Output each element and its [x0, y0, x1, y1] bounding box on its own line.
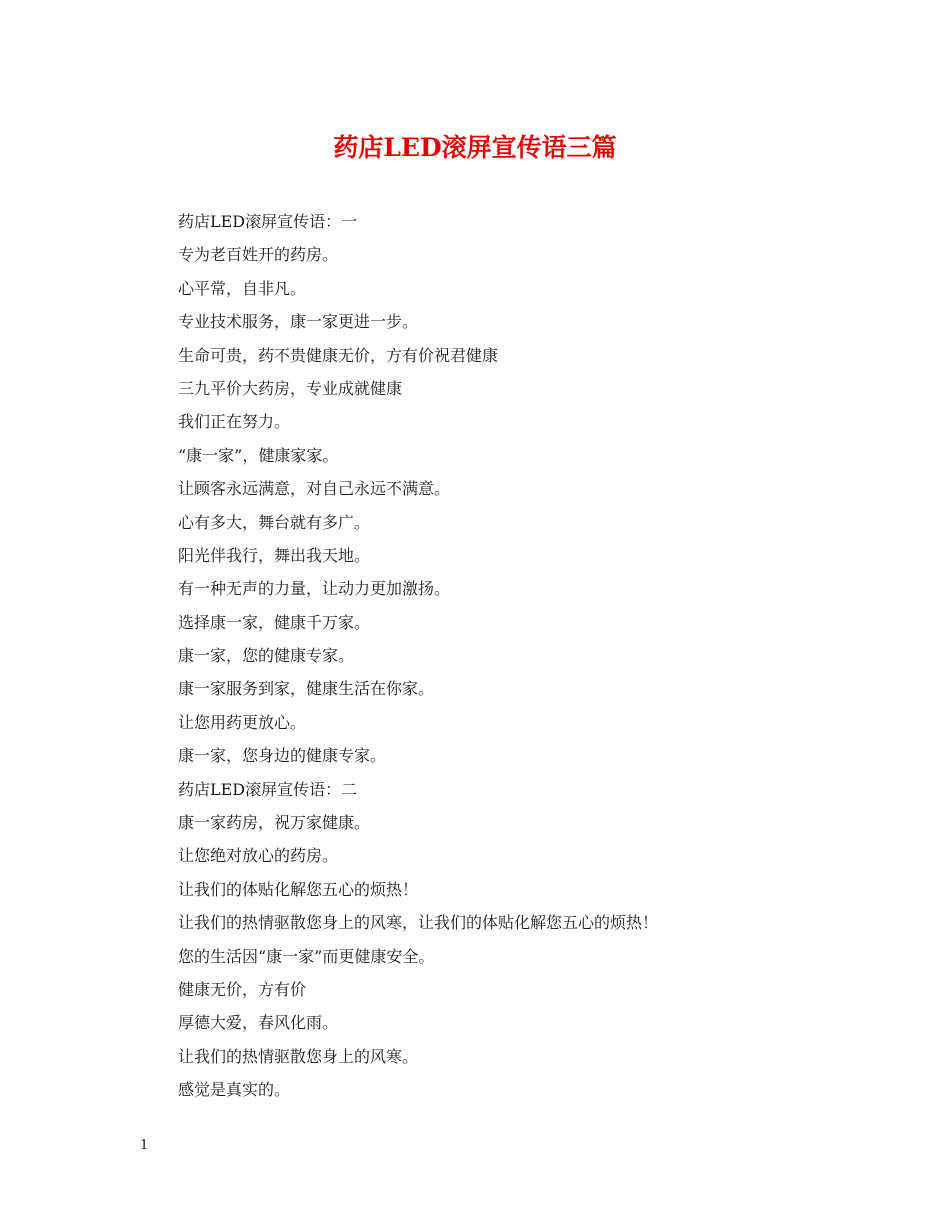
- text-line: 药店LED滚屏宣传语：一: [178, 212, 358, 231]
- text-line: “康一家”，健康家家。: [178, 445, 339, 465]
- text-line: 康一家，您的健康专家。: [178, 646, 355, 666]
- text-line: 您的生活因“康一家”而更健康安全。: [178, 946, 435, 966]
- document-title: 药店LED滚屏宣传语三篇: [333, 133, 617, 162]
- page-number: 1: [140, 1138, 149, 1153]
- text-line: 让您绝对放心的药房。: [178, 846, 339, 866]
- text-line: 三九平价大药房，专业成就健康: [178, 378, 403, 398]
- text-line: 药店LED滚屏宣传语：二: [178, 779, 358, 799]
- text-line: 心平常，自非凡。: [178, 278, 307, 298]
- text-line: 健康无价，方有价: [178, 979, 307, 999]
- text-line: 让顾客永远满意，对自己永远不满意。: [178, 479, 451, 499]
- text-line: 让我们的热情驱散您身上的风寒。: [178, 1046, 419, 1066]
- document-body: [178, 205, 898, 1107]
- text-line: 专为老百姓开的药房。: [178, 245, 339, 265]
- text-line: 有一种无声的力量，让动力更加激扬。: [178, 579, 451, 599]
- text-line: 选择康一家，健康千万家。: [178, 612, 371, 632]
- text-line: 阳光伴我行，舞出我天地。: [178, 545, 371, 565]
- text-line: 我们正在努力。: [178, 412, 291, 432]
- text-line: 让我们的体贴化解您五心的烦热！: [178, 879, 419, 899]
- text-line: 感觉是真实的。: [178, 1080, 291, 1100]
- text-line: 康一家，您身边的健康专家。: [178, 746, 387, 766]
- text-line: 让我们的热情驱散您身上的风寒，让我们的体贴化解您五心的烦热！: [178, 913, 659, 933]
- text-line: 心有多大，舞台就有多广。: [178, 512, 371, 532]
- text-line: 厚德大爱，春风化雨。: [178, 1013, 339, 1033]
- text-line: 康一家药房，祝万家健康。: [178, 813, 371, 833]
- text-line: 让您用药更放心。: [178, 712, 307, 732]
- text-line: 康一家服务到家，健康生活在你家。: [178, 679, 435, 699]
- text-line: 生命可贵，药不贵健康无价，方有价祝君健康: [178, 345, 499, 365]
- text-line: 专业技术服务，康一家更进一步。: [178, 312, 419, 332]
